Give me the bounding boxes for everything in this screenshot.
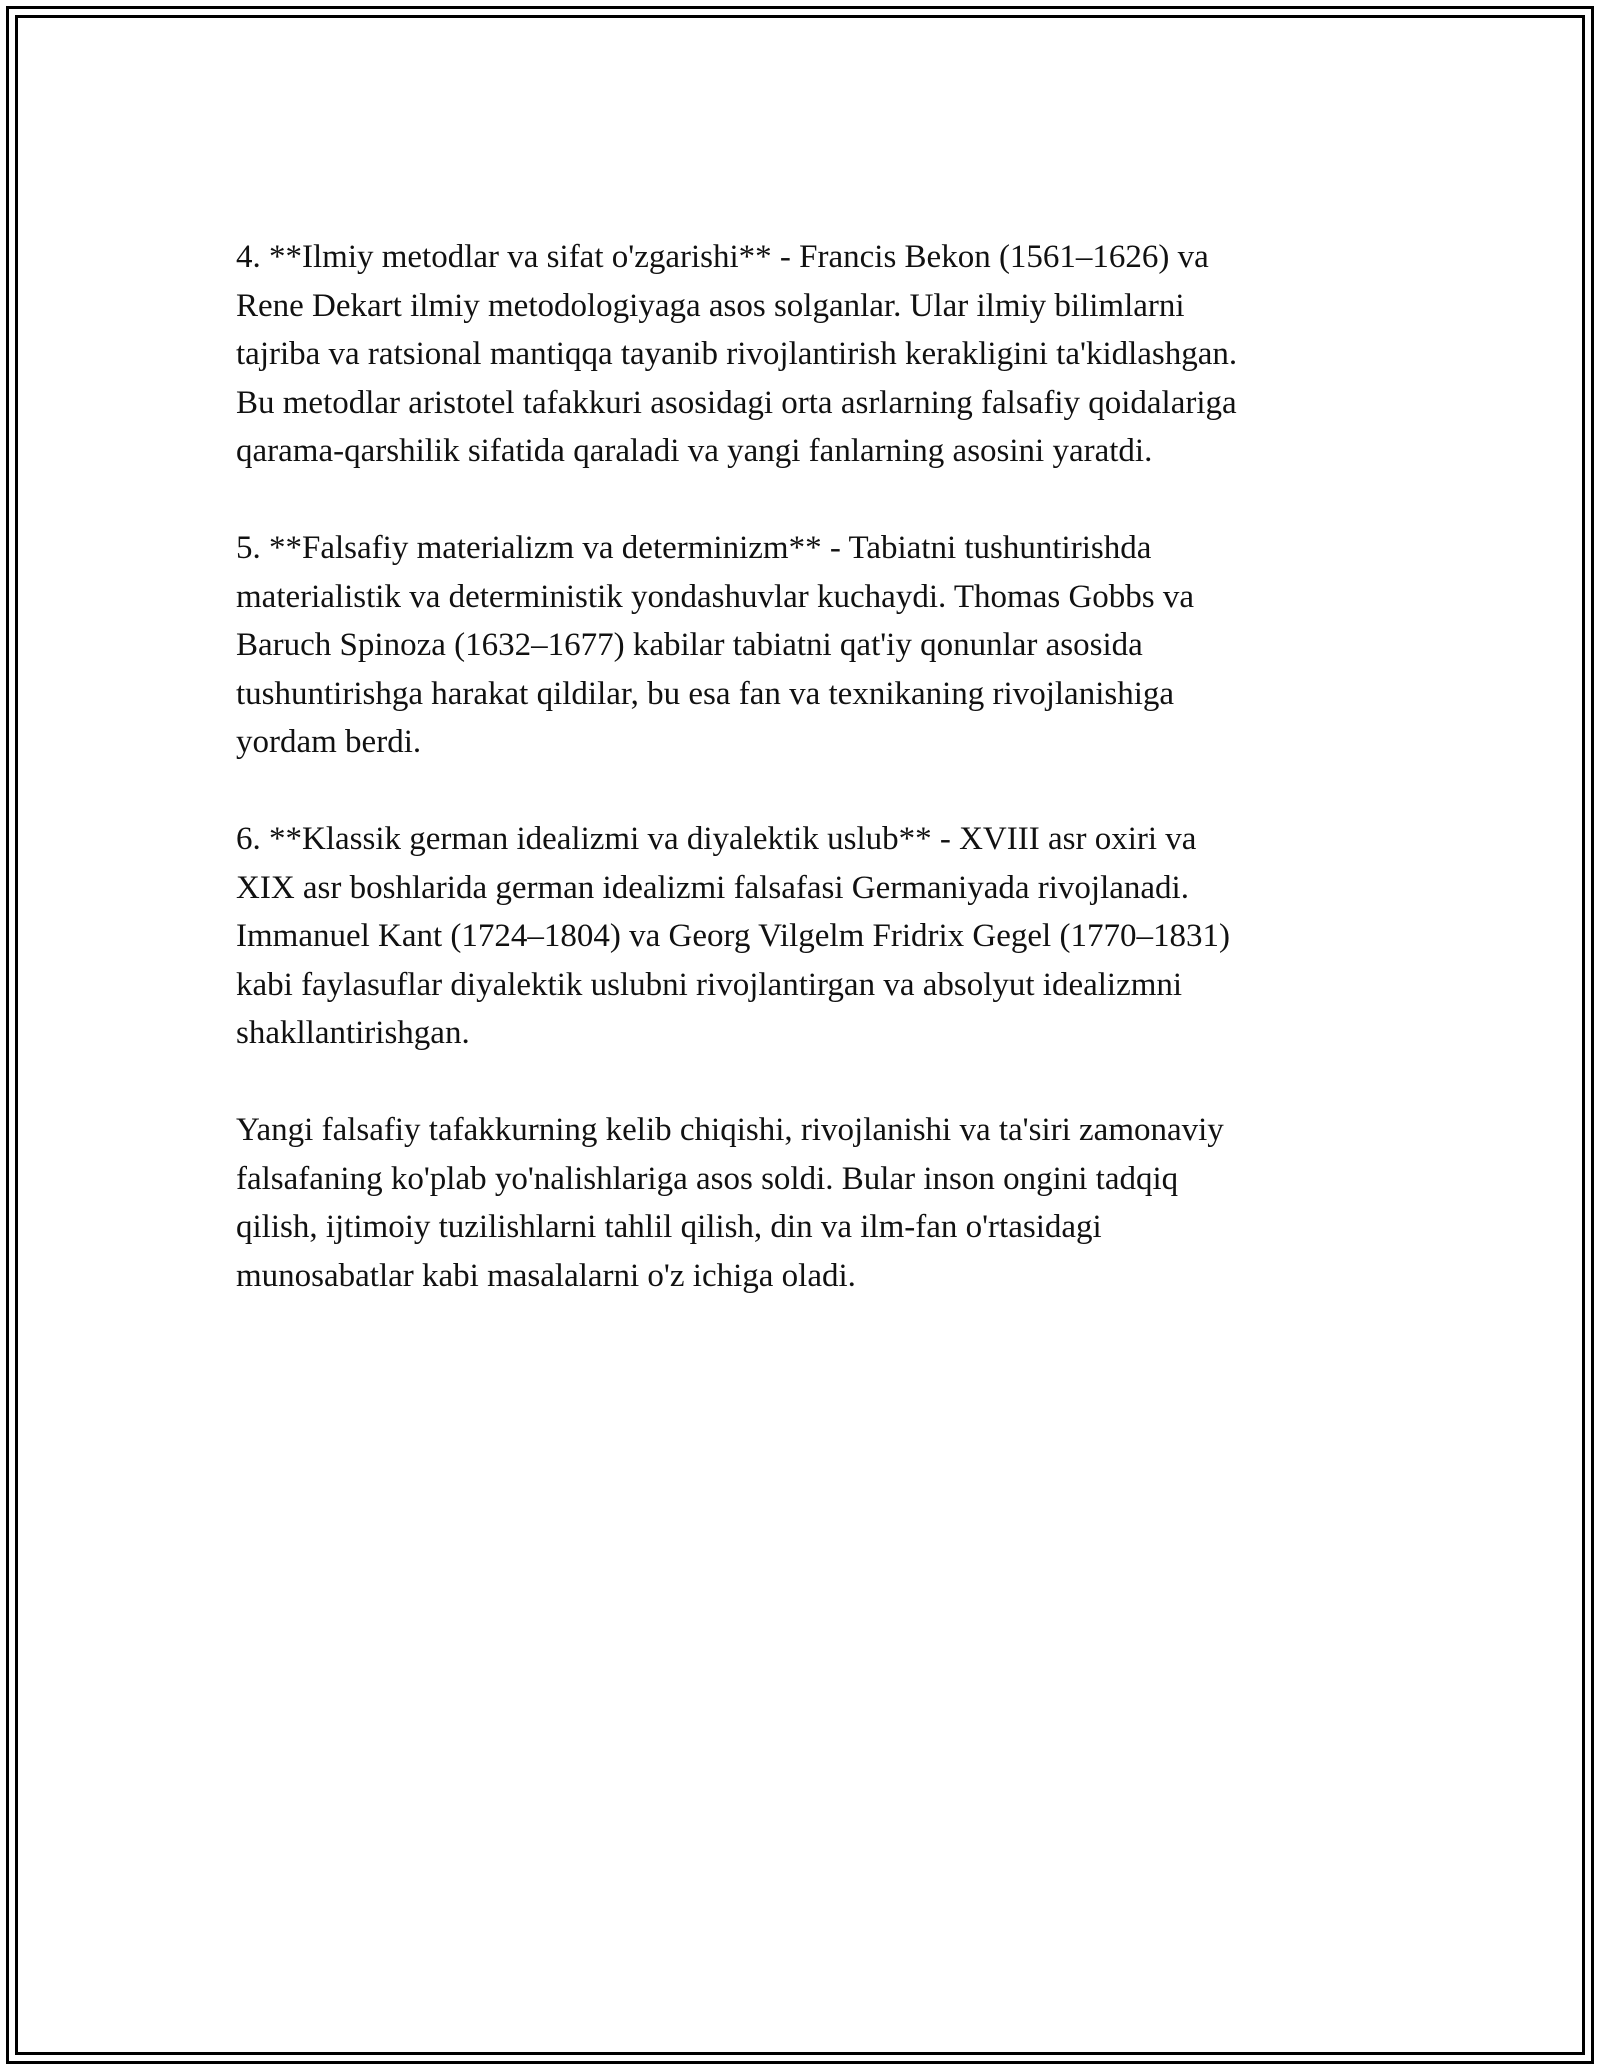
paragraph-german-idealism: 6. **Klassik german idealizmi va diyalektik uslub** - XVIII asr oxiri va XIX asr boshlarida german idealizmi falsafasi Germaniyada rivojlanadi. Immanuel Kant (1724–1804) va Georg Vilgelm Fridrix Gegel (1770–1831) kabi faylasuflar diyalektik uslubni rivojlantirgan va absolyut idealizmni shakllantirishgan. (236, 821, 1230, 1051)
paragraph-conclusion: Yangi falsafiy tafakkurning kelib chiqishi, rivojlanishi va ta'siri zamonaviy falsafaning ko'plab yo'nalishlariga asos soldi. Bular inson ongini tadqiq qilish, ijtimoiy tuzilishlarni tahlil qilish, din va ilm-fan o'rtasidagi munosabatlar kabi masalalarni o'z ichiga oladi. (236, 1112, 1224, 1294)
page-content (236, 233, 1366, 1349)
paragraph-scientific-methods: 4. **Ilmiy metodlar va sifat o'zgarishi** - Francis Bekon (1561–1626) va Rene Dekart ilmiy metodologiyaga asos solganlar. Ular ilmiy bilimlarni tajriba va ratsional mantiqqa tayanib rivojlantirish kerakligini ta'kidlashgan. Bu metodlar aristotel tafakkuri asosidagi orta asrlarning falsafiy qoidalariga qarama-qarshilik sifatida qaraladi va yangi fanlarning asosini yaratdi. (236, 239, 1238, 469)
paragraph-materialism-determinism: 5. **Falsafiy materializm va determinizm** - Tabiatni tushuntirishda materialistik va deterministik yondashuvlar kuchaydi. Thomas Gobbs va Baruch Spinoza (1632–1677) kabilar tabiatni qat'iy qonunlar asosida tushuntirishga harakat qildilar, bu esa fan va texnikaning rivojlanishiga yordam berdi. (236, 530, 1195, 760)
